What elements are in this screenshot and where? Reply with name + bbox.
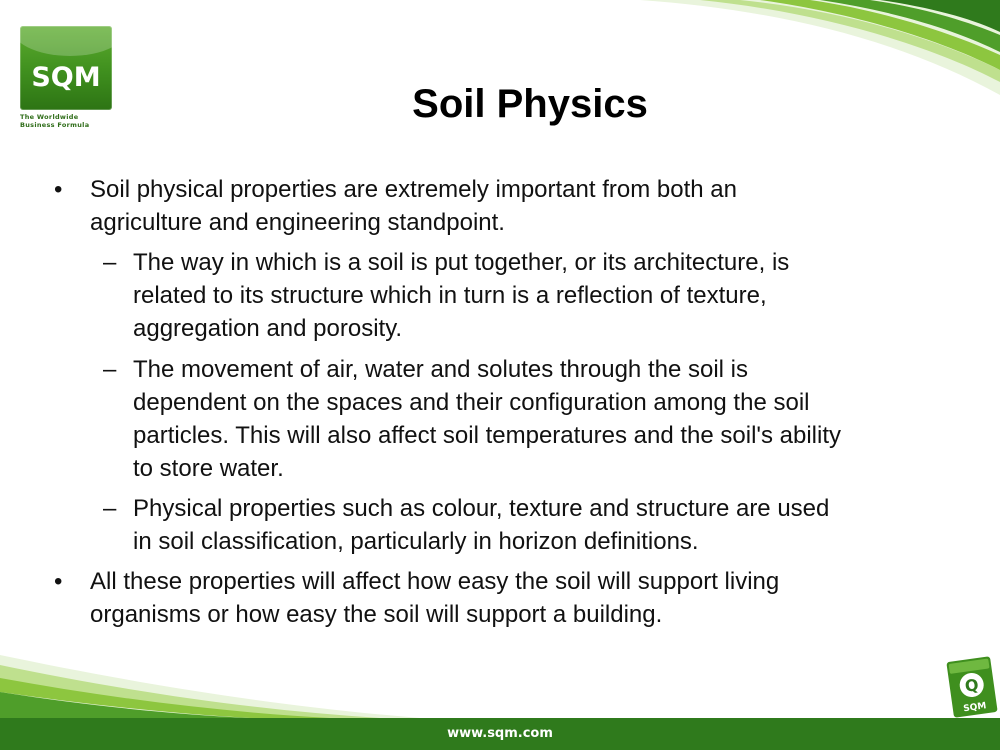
bullet-line: Soil physical properties are extremely important from both an xyxy=(90,176,737,203)
sqm-corner-badge xyxy=(946,655,998,719)
sub-bullet-line: to store water. xyxy=(133,455,284,482)
sub-bullet-line: The way in which is a soil is put together, or its architecture, is xyxy=(133,249,790,276)
sub-bullet-line: Physical properties such as colour, texture and structure are used xyxy=(133,495,830,522)
bullet-item xyxy=(54,173,930,239)
bullet-mark: • xyxy=(54,568,63,595)
sub-bullet-line: The movement of air, water and solutes through the soil is xyxy=(133,356,748,383)
sub-bullet-item xyxy=(103,492,963,558)
sub-bullet-item xyxy=(103,353,963,485)
sub-bullet-line: in soil classification, particularly in horizon definitions. xyxy=(133,528,699,555)
slide-title: Soil Physics xyxy=(412,82,648,126)
sub-bullet-line: dependent on the spaces and their configuration among the soil xyxy=(133,389,810,416)
bullet-item xyxy=(54,565,930,631)
logo-tagline-line2: Business Formula xyxy=(20,120,90,129)
footer-bar xyxy=(0,718,1000,750)
dash-mark: – xyxy=(103,495,117,522)
bullet-mark: • xyxy=(54,176,63,203)
bullet-line: agriculture and engineering standpoint. xyxy=(90,209,505,236)
sub-bullet-line: related to its structure which in turn is a reflection of texture, xyxy=(133,282,767,309)
badge-letter: Q xyxy=(963,675,980,696)
footer-url[interactable]: www.sqm.com xyxy=(447,726,553,741)
bullet-line: organisms or how easy the soil will support a building. xyxy=(90,601,663,628)
dash-mark: – xyxy=(103,356,117,383)
logo-tagline-line1: The Worldwide xyxy=(20,113,79,121)
dash-mark: – xyxy=(103,249,117,276)
bullet-line: All these properties will affect how easy the soil will support living xyxy=(90,568,780,595)
sub-bullet-line: particles. This will also affect soil temperatures and the soil's ability xyxy=(133,422,842,449)
logo-name: SQM xyxy=(31,62,101,93)
sub-bullet-line: aggregation and porosity. xyxy=(133,315,403,342)
sub-bullet-item xyxy=(103,246,963,345)
badge-brand: SQM xyxy=(962,701,988,715)
